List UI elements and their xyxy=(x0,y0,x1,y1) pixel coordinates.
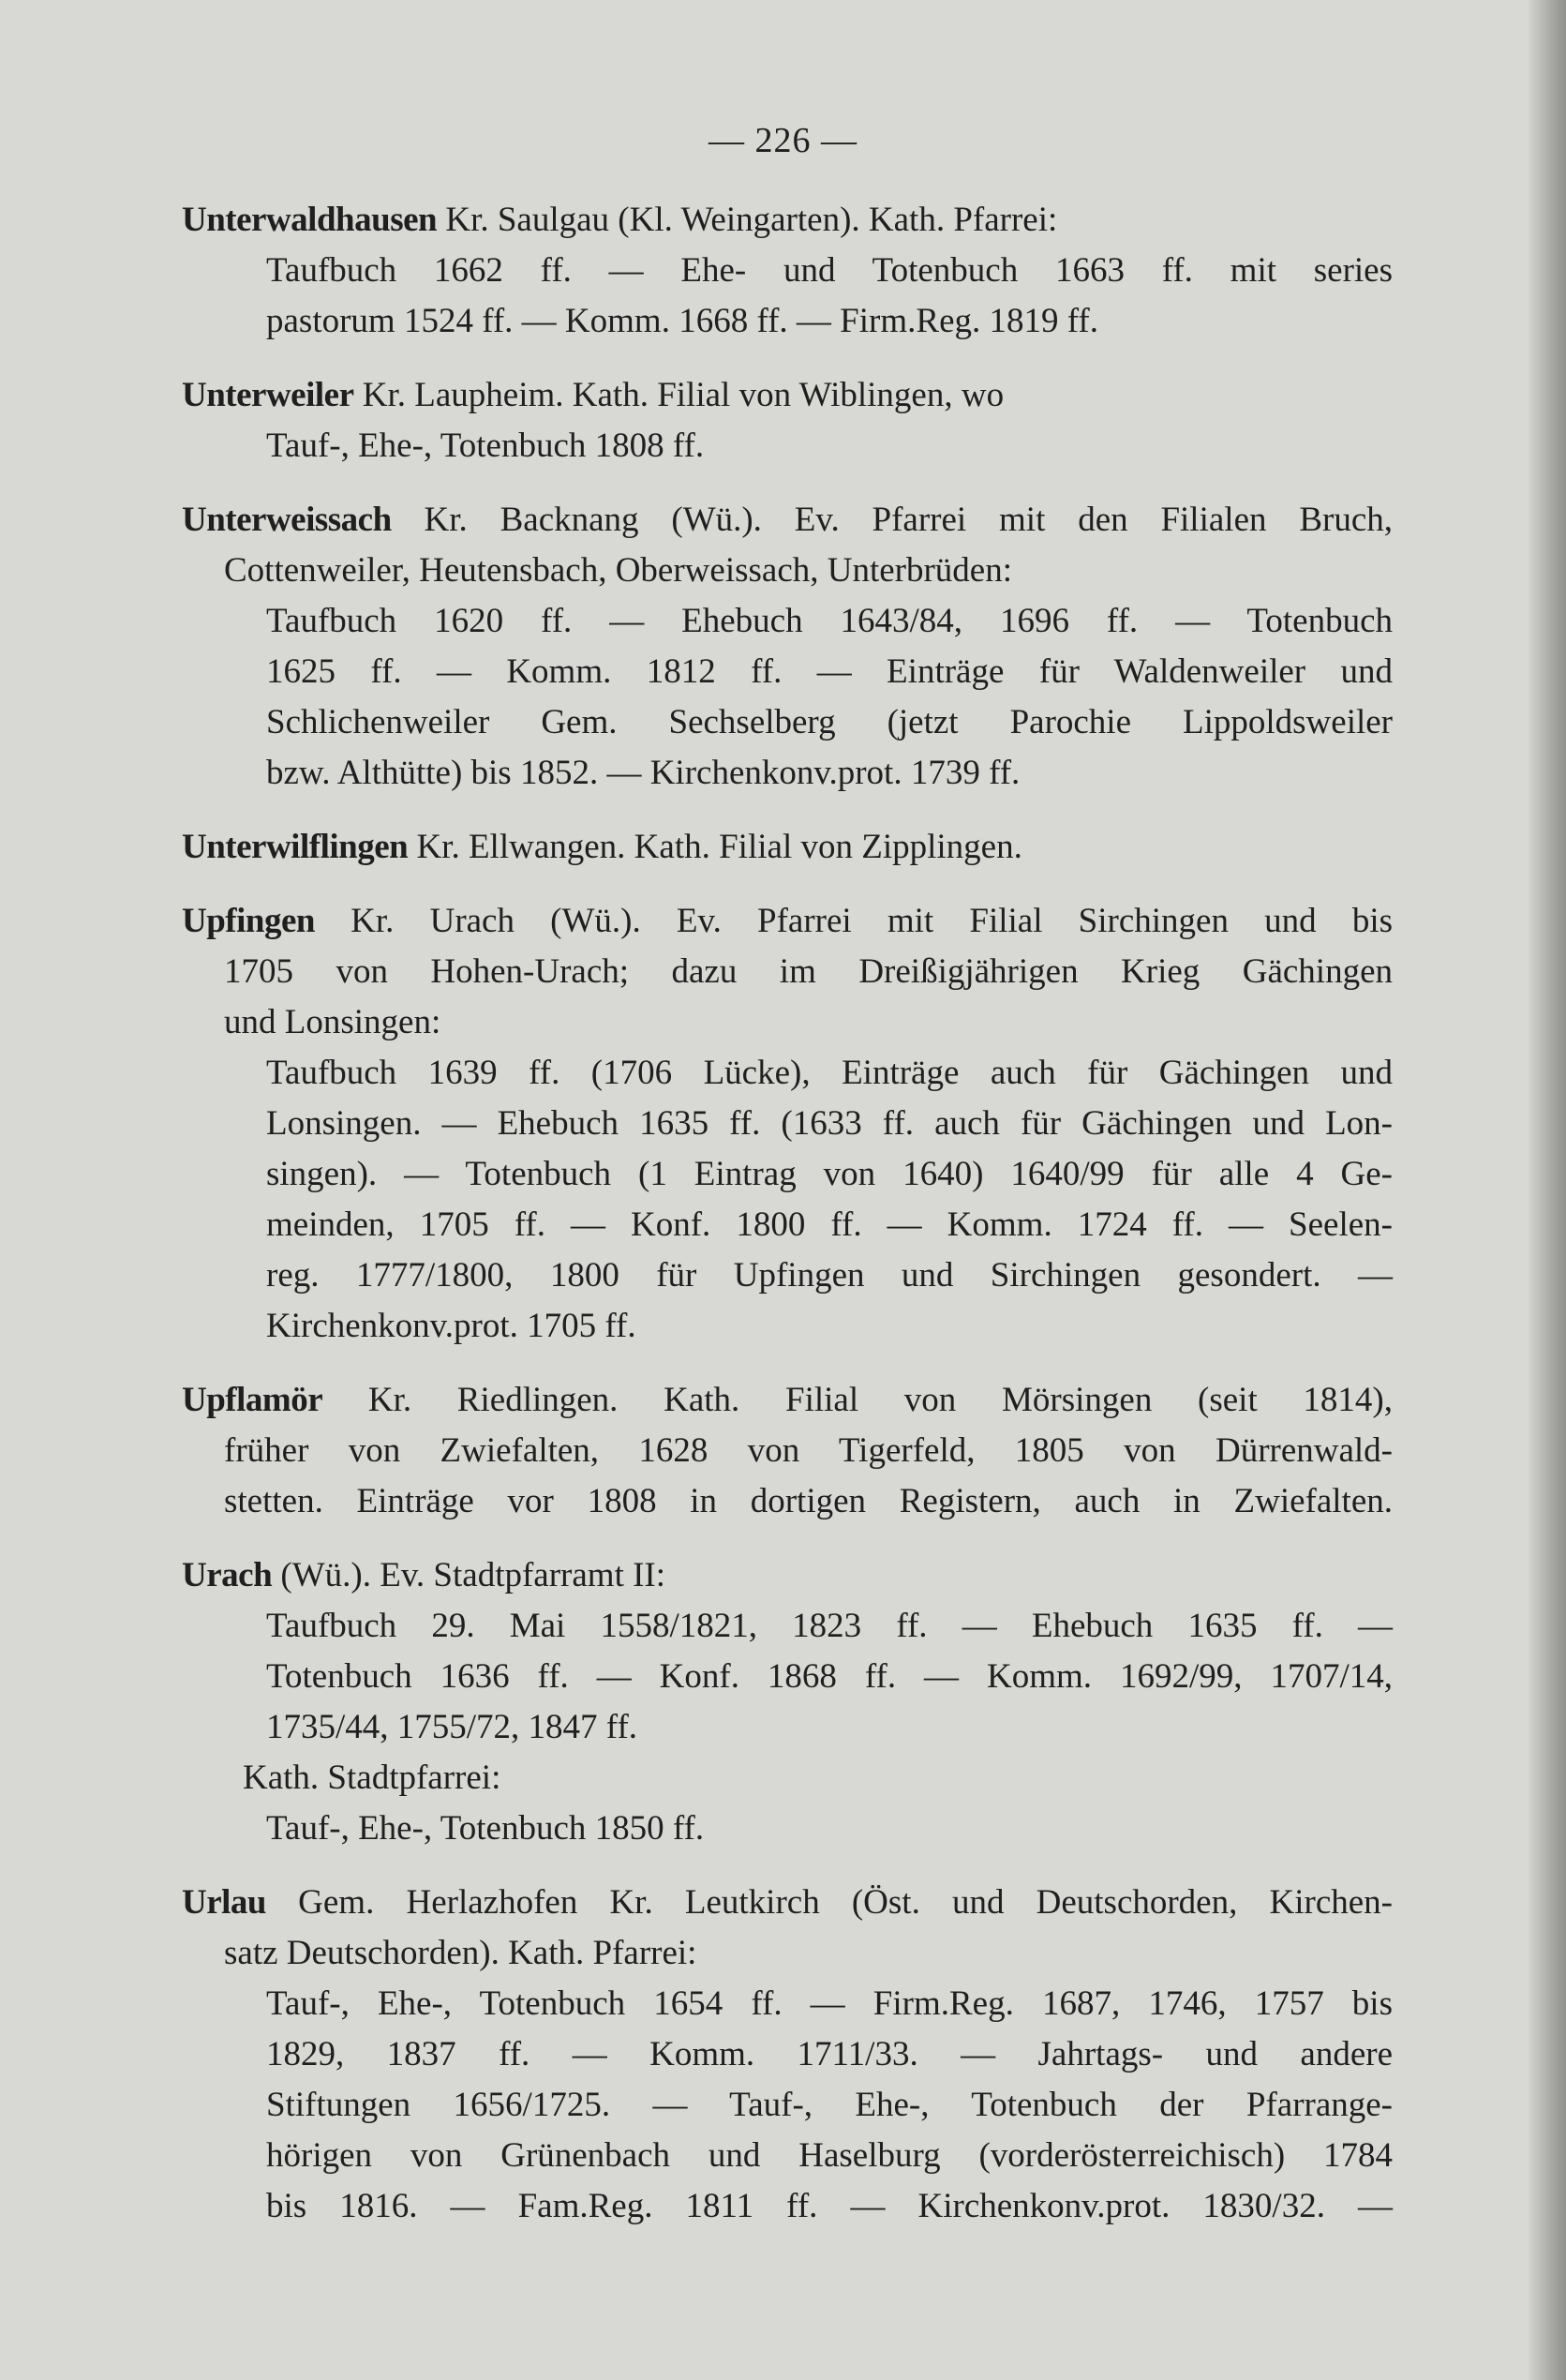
entry-line: Taufbuch 29. Mai 1558/1821, 1823 ff. — Ehebuch 1635 ff. — xyxy=(266,1607,1393,1645)
entry-line: bis 1816. — Fam.Reg. 1811 ff. — Kirchenkonv.prot. 1830/32. — xyxy=(266,2187,1393,2225)
entry-line: Urach (Wü.). Ev. Stadtpfarramt II: xyxy=(182,1556,666,1594)
entry-line: Upfingen Kr. Urach (Wü.). Ev. Pfarrei mit Filial Sirchingen und bis xyxy=(182,902,1394,940)
entry-line: Unterwaldhausen Kr. Saulgau (Kl. Weingarten). Kath. Pfarrei: xyxy=(182,201,1058,239)
entry-line: Unterweissach Kr. Backnang (Wü.). Ev. Pfarrei mit den Filialen Bruch, xyxy=(182,501,1393,539)
entry-headword: Upfingen xyxy=(182,902,315,940)
entry-line: Lonsingen. — Ehebuch 1635 ff. (1633 ff. auch für Gächingen und Lon- xyxy=(266,1104,1393,1143)
entry-line: Unterweiler Kr. Laupheim. Kath. Filial von Wiblingen, wo xyxy=(182,376,1005,414)
entry-line: 1705 von Hohen-Urach; dazu im Dreißigjährigen Krieg Gächingen xyxy=(224,952,1393,991)
page-edge-shadow xyxy=(1529,0,1566,2380)
gazetteer-text xyxy=(182,195,1393,2255)
entry-line: stetten. Einträge vor 1808 in dortigen Registern, auch in Zwiefalten. xyxy=(224,1482,1393,1520)
entry-headword: Unterwaldhausen xyxy=(182,201,438,239)
entry-line: Taufbuch 1639 ff. (1706 Lücke), Einträge auch für Gächingen und xyxy=(266,1054,1393,1092)
entry-line: 1735/44, 1755/72, 1847 ff. xyxy=(266,1708,638,1746)
entry-headword: Urlau xyxy=(182,1883,266,1922)
entry-line: Urlau Gem. Herlazhofen Kr. Leutkirch (Öst. und Deutschorden, Kirchen- xyxy=(182,1883,1393,1922)
entry-headword: Unterweiler xyxy=(182,376,354,414)
entry-line: reg. 1777/1800, 1800 für Upfingen und Sirchingen gesondert. — xyxy=(266,1256,1393,1295)
entry-line: bzw. Althütte) bis 1852. — Kirchenkonv.prot. 1739 ff. xyxy=(266,754,1021,792)
entry-line: pastorum 1524 ff. — Komm. 1668 ff. — Firm.Reg. 1819 ff. xyxy=(266,302,1098,340)
entry-urlau xyxy=(182,1878,1393,2232)
entry-upfingen xyxy=(182,896,1393,1352)
entry-unterwaldhausen xyxy=(182,195,1393,347)
entry-line: Kath. Stadtpfarrei: xyxy=(243,1759,501,1797)
entry-headword: Unterweissach xyxy=(182,501,392,539)
entry-line: Stiftungen 1656/1725. — Tauf-, Ehe-, Totenbuch der Pfarrange- xyxy=(266,2086,1393,2124)
entry-line: Tauf-, Ehe-, Totenbuch 1654 ff. — Firm.Reg. 1687, 1746, 1757 bis xyxy=(266,1984,1393,2023)
entry-line: 1625 ff. — Komm. 1812 ff. — Einträge für Waldenweiler und xyxy=(266,652,1393,691)
entry-unterweiler xyxy=(182,370,1393,472)
entry-line: Totenbuch 1636 ff. — Konf. 1868 ff. — Komm. 1692/99, 1707/14, xyxy=(266,1657,1393,1696)
entry-line: Cottenweiler, Heutensbach, Oberweissach, Unterbrüden: xyxy=(224,551,1013,590)
entry-line: Upflamör Kr. Riedlingen. Kath. Filial von Mörsingen (seit 1814), xyxy=(182,1381,1394,1419)
entry-urach xyxy=(182,1550,1393,1854)
entry-headword: Urach xyxy=(182,1556,273,1594)
entry-line: Taufbuch 1662 ff. — Ehe- und Totenbuch 1663 ff. mit series xyxy=(266,251,1393,290)
entry-line: hörigen von Grünenbach und Haselburg (vorderösterreichisch) 1784 xyxy=(266,2136,1393,2175)
entry-line: singen). — Totenbuch (1 Eintrag von 1640) 1640/99 für alle 4 Ge- xyxy=(266,1155,1393,1193)
entry-headword: Upflamör xyxy=(182,1381,323,1419)
entry-line: 1829, 1837 ff. — Komm. 1711/33. — Jahrtags- und andere xyxy=(266,2035,1393,2073)
entry-line: satz Deutschorden). Kath. Pfarrei: xyxy=(224,1934,697,1972)
page-number: — 226 — xyxy=(708,121,858,160)
entry-line: früher von Zwiefalten, 1628 von Tigerfeld, 1805 von Dürrenwald- xyxy=(224,1431,1393,1470)
entry-line: meinden, 1705 ff. — Konf. 1800 ff. — Komm. 1724 ff. — Seelen- xyxy=(266,1205,1393,1244)
entry-line: Tauf-, Ehe-, Totenbuch 1850 ff. xyxy=(266,1809,705,1848)
entry-line: Unterwilflingen Kr. Ellwangen. Kath. Filial von Zipplingen. xyxy=(182,828,1022,866)
entry-upflamoer xyxy=(182,1375,1393,1527)
entry-line: Kirchenkonv.prot. 1705 ff. xyxy=(266,1307,636,1345)
entry-line: Tauf-, Ehe-, Totenbuch 1808 ff. xyxy=(266,427,705,465)
entry-line: Taufbuch 1620 ff. — Ehebuch 1643/84, 1696 ff. — Totenbuch xyxy=(266,602,1393,640)
entry-unterweissach xyxy=(182,495,1393,799)
entry-headword: Unterwilflingen xyxy=(182,828,409,866)
entry-unterwilflingen xyxy=(182,822,1393,873)
entry-line: Schlichenweiler Gem. Sechselberg (jetzt Parochie Lippoldsweiler xyxy=(266,703,1393,741)
entry-line: und Lonsingen: xyxy=(224,1003,441,1041)
